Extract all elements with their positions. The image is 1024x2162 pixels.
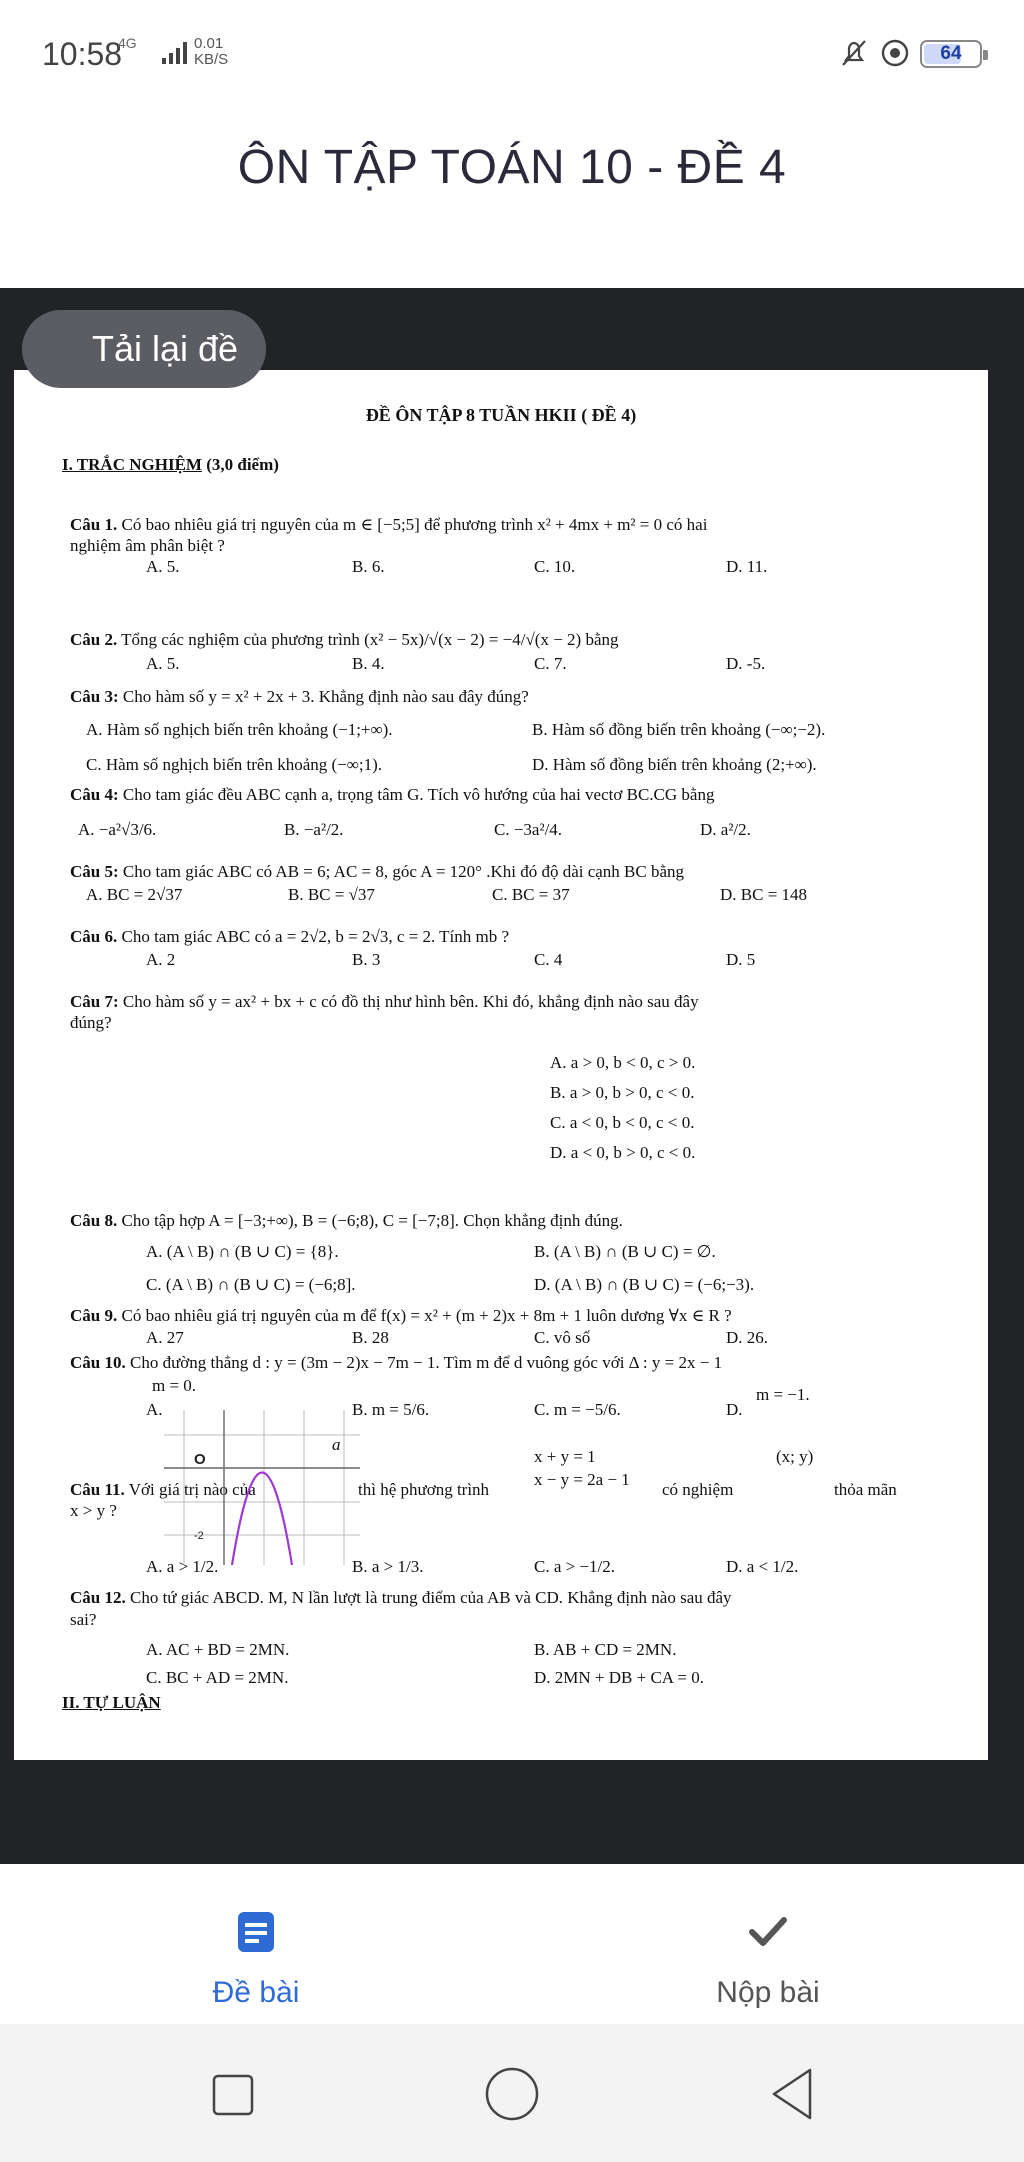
home-button[interactable] [472,2054,552,2134]
option-d[interactable]: D. a < 0, b > 0, c < 0. [550,1143,696,1162]
battery-level: 64 [940,43,962,64]
option-d-value: m = −1. [756,1385,810,1404]
option-a[interactable]: A. BC = 2√37 [86,885,183,904]
option-c[interactable]: C. BC + AD = 2MN. [146,1668,289,1687]
network-speed [194,36,228,68]
question-number: Câu 1. [70,515,118,534]
option-d[interactable]: D. a²/2. [700,820,751,839]
option-d[interactable]: D. [726,1400,743,1419]
question-number: Câu 10. [70,1353,126,1372]
exam-sheet[interactable] [14,370,988,1760]
option-c[interactable]: C. a > −1/2. [534,1557,616,1576]
option-c[interactable]: C. Hàm số nghịch biến trên khoảng (−∞;1). [86,755,383,774]
back-triangle-icon [752,2054,832,2134]
question-text-end: có nghiệm [662,1480,734,1499]
section-1-points: (3,0 điểm) [201,455,279,474]
question-text: Cho tập hợp A = [−3;+∞), B = (−6;8), C = [−7;8]. Chọn khẳng định đúng. [117,1211,623,1230]
question-number: Câu 7: [70,992,119,1011]
section-1-heading [62,455,279,475]
option-b[interactable]: B. m = 5/6. [352,1400,430,1419]
question-text: Tổng các nghiệm của phương trình (x² − 5x)/√(x − 2) = −4/√(x − 2) bằng [117,630,619,649]
question-10 [70,1353,722,1373]
question-number: Câu 12. [70,1588,126,1607]
option-a[interactable]: A. a > 1/2. [146,1557,219,1576]
option-c[interactable]: C. 4 [534,950,563,969]
back-button[interactable] [752,2054,832,2134]
question-text: Có bao nhiêu giá trị nguyên của m ∈ [−5;5] để phương trình x² + 4mx + m² = 0 có hai [117,515,708,534]
tab-submit-label: Nộp bài [716,1976,820,2009]
question-text: Cho hàm số y = x² + 2x + 3. Khẳng định nào sau đây đúng? [118,687,529,706]
option-a[interactable]: A. 5. [146,557,180,576]
option-a[interactable]: A. Hàm số nghịch biến trên khoảng (−1;+∞). [86,720,393,739]
question-number: Câu 11. [70,1480,125,1499]
option-b[interactable]: B. 3 [352,950,381,969]
question-number: Câu 5: [70,862,119,881]
question-4 [70,785,714,805]
option-a[interactable]: A. 2 [146,950,176,969]
question-number: Câu 8. [70,1211,118,1230]
network-speed-unit: KB/S [194,51,229,68]
option-c[interactable]: C. a < 0, b < 0, c < 0. [550,1113,695,1132]
status-time: 10:58 [42,36,123,72]
battery-indicator [920,40,982,68]
system-navigation-bar [0,2024,1024,2162]
option-d[interactable]: D. 2MN + DB + CA = 0. [534,1668,704,1687]
system-eq-2: x − y = 2a − 1 [534,1470,630,1489]
graph-origin-label: O [194,1451,206,1468]
battery-tip [983,50,988,60]
option-c[interactable]: C. m = −5/6. [534,1400,621,1419]
question-7 [70,992,699,1012]
option-b[interactable]: B. −a²/2. [284,820,344,839]
option-d[interactable]: D. BC = 148 [720,885,808,904]
tab-submit[interactable] [512,1864,1024,2024]
option-a[interactable]: A. (A \ B) ∩ (B ∪ C) = {8}. [146,1242,339,1261]
option-b[interactable]: B. a > 0, b > 0, c < 0. [550,1083,695,1102]
network-speed-value: 0.01 [194,35,224,52]
option-a[interactable]: A. AC + BD = 2MN. [146,1640,290,1659]
question-text: Cho tam giác ABC có AB = 6; AC = 8, góc A = 120° .Khi đó độ dài cạnh BC bằng [118,862,685,881]
question-1 [70,515,707,535]
bottom-navigation [0,1864,1024,2024]
option-d[interactable]: D. -5. [726,654,766,673]
question-text-cont: nghiệm âm phân biệt ? [70,536,225,555]
question-number: Câu 6. [70,927,118,946]
tab-exam[interactable] [0,1864,512,2024]
system-eq-1: x + y = 1 [534,1447,596,1466]
option-d[interactable]: D. 26. [726,1328,769,1347]
option-c[interactable]: C. 10. [534,557,576,576]
parabola-graph [164,1410,360,1565]
section-1-title: I. TRẮC NGHIỆM [62,455,202,474]
question-text: Có bao nhiêu giá trị nguyên của m để f(x) = x² + (m + 2)x + 8m + 1 luôn dương ∀x ∈ R ? [117,1306,732,1325]
question-text-cont: đúng? [70,1013,112,1032]
question-satisfy: thỏa mãn [834,1480,897,1499]
option-b[interactable]: B. BC = √37 [288,885,375,904]
option-b[interactable]: B. a > 1/3. [352,1557,424,1576]
page-title: ÔN TẬP TOÁN 10 - ĐỀ 4 [237,141,787,194]
question-number: Câu 4: [70,785,119,804]
option-b[interactable]: B. 6. [352,557,385,576]
option-c[interactable]: C. −3a²/4. [494,820,563,839]
param-a-symbol: a [332,1435,341,1454]
option-a[interactable]: A. 27 [146,1328,184,1347]
mute-icon [840,38,868,68]
option-c[interactable]: C. (A \ B) ∩ (B ∪ C) = (−6;8]. [146,1275,356,1294]
option-c[interactable]: C. 7. [534,654,567,673]
question-text-cont: sai? [70,1610,97,1629]
solution-pair: (x; y) [776,1447,814,1466]
option-a[interactable]: A. 5. [146,654,180,673]
question-8 [70,1211,623,1231]
option-d[interactable]: D. 5 [726,950,756,969]
question-6 [70,927,509,947]
exam-title: ĐỀ ÔN TẬP 8 TUẦN HKII ( ĐỀ 4) [365,405,637,425]
question-number: Câu 2. [70,630,118,649]
option-a[interactable]: A. −a²√3/6. [78,820,157,839]
option-b[interactable]: B. (A \ B) ∩ (B ∪ C) = ∅. [534,1242,716,1261]
graph-tick-label: -2 [194,1530,204,1542]
option-d[interactable]: D. Hàm số đồng biến trên khoảng (2;+∞). [532,755,817,774]
option-d[interactable]: D. a < 1/2. [726,1557,799,1576]
option-b[interactable]: B. 4. [352,654,385,673]
option-a[interactable]: A. a > 0, b < 0, c > 0. [550,1053,696,1072]
option-d[interactable]: D. 11. [726,557,768,576]
question-text: Cho tam giác ABC có a = 2√2, b = 2√3, c = 2. Tính mb ? [117,927,510,946]
circle-icon [472,2054,552,2134]
question-2 [70,630,619,650]
at-sign-icon [880,38,910,68]
option-b[interactable]: B. Hàm số đồng biến trên khoảng (−∞;−2). [532,720,826,739]
question-text: Với giá trị nào của [124,1480,256,1499]
option-a-value: m = 0. [152,1376,197,1395]
question-text: Cho tứ giác ABCD. M, N lần lượt là trung điểm của AB và CD. Khẳng định nào sau đây [125,1588,732,1607]
question-3 [70,687,529,707]
question-number: Câu 9. [70,1306,118,1325]
checkmark-icon [744,1908,792,1956]
question-text: Cho hàm số y = ax² + bx + c có đồ thị như hình bên. Khi đó, khẳng định nào sau đây [118,992,699,1011]
reload-exam-button[interactable]: Tải lại đề [22,310,266,388]
question-9 [70,1306,732,1326]
question-text: Cho đường thẳng d : y = (3m − 2)x − 7m − 1. Tìm m để d vuông góc với Δ : y = 2x − 1 [125,1353,723,1372]
square-icon [192,2054,272,2134]
document-icon [232,1908,280,1956]
question-text: Cho tam giác đều ABC cạnh a, trọng tâm G. Tích vô hướng của hai vectơ BC.CG bằng [118,785,715,804]
status-bar [0,0,1024,110]
tab-exam-label: Đề bài [212,1976,300,2009]
option-b[interactable]: B. 28 [352,1328,389,1347]
section-2-title: II. TỰ LUẬN [62,1693,161,1712]
question-condition: x > y ? [70,1501,117,1520]
recent-apps-button[interactable] [192,2054,272,2134]
question-5 [70,862,684,882]
signal-icon [160,40,190,66]
option-b[interactable]: B. AB + CD = 2MN. [534,1640,677,1659]
option-c[interactable]: C. BC = 37 [492,885,570,904]
option-a[interactable]: A. [146,1400,163,1419]
network-type: 4G [118,35,137,51]
question-12 [70,1588,732,1608]
question-number: Câu 3: [70,687,119,706]
option-c[interactable]: C. vô số [534,1328,591,1347]
question-text-mid: thì hệ phương trình [358,1480,490,1499]
option-d[interactable]: D. (A \ B) ∩ (B ∪ C) = (−6;−3). [534,1275,755,1294]
